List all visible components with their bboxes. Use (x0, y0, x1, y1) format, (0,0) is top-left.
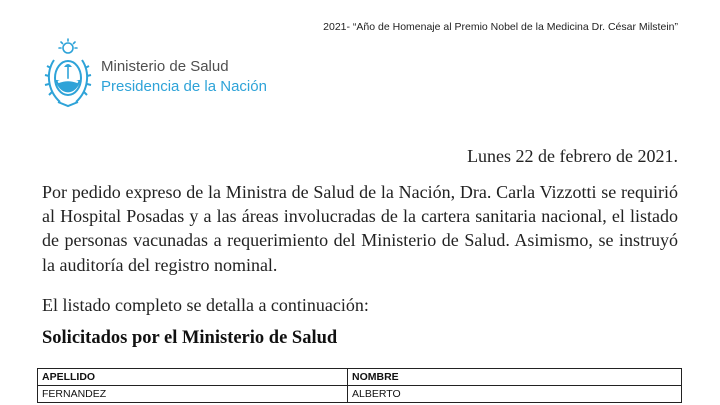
cell-apellido: FERNANDEZ (38, 386, 348, 403)
list-intro: El listado completo se detalla a continuación: (42, 295, 369, 315)
column-header-apellido: APELLIDO (38, 369, 348, 386)
body-paragraph: Por pedido expreso de la Ministra de Salud de la Nación, Dra. Carla Vizzotti se requirió al Hospital Posadas y a las áreas involucradas de la cartera sanitaria nacional, el listado de personas vacunadas a requerimiento del Ministerio de Salud. Asimismo, se instruyó la auditoría del registro nominal. (42, 182, 678, 275)
table-header-row (38, 369, 682, 386)
presidency-name: Presidencia de la Nación (101, 78, 267, 95)
vaccinated-list-table (37, 368, 682, 403)
argentina-coat-of-arms-icon (44, 38, 92, 110)
table-row (38, 386, 682, 403)
year-motto: 2021- “Año de Homenaje al Premio Nobel de la Medicina Dr. César Milstein” (323, 21, 678, 33)
document-date: Lunes 22 de febrero de 2021. (467, 146, 678, 166)
cell-nombre: ALBERTO (348, 386, 682, 403)
column-header-nombre: NOMBRE (348, 369, 682, 386)
section-title: Solicitados por el Ministerio de Salud (42, 328, 338, 348)
ministry-name: Ministerio de Salud (101, 58, 229, 75)
ministry-branding (101, 57, 267, 97)
